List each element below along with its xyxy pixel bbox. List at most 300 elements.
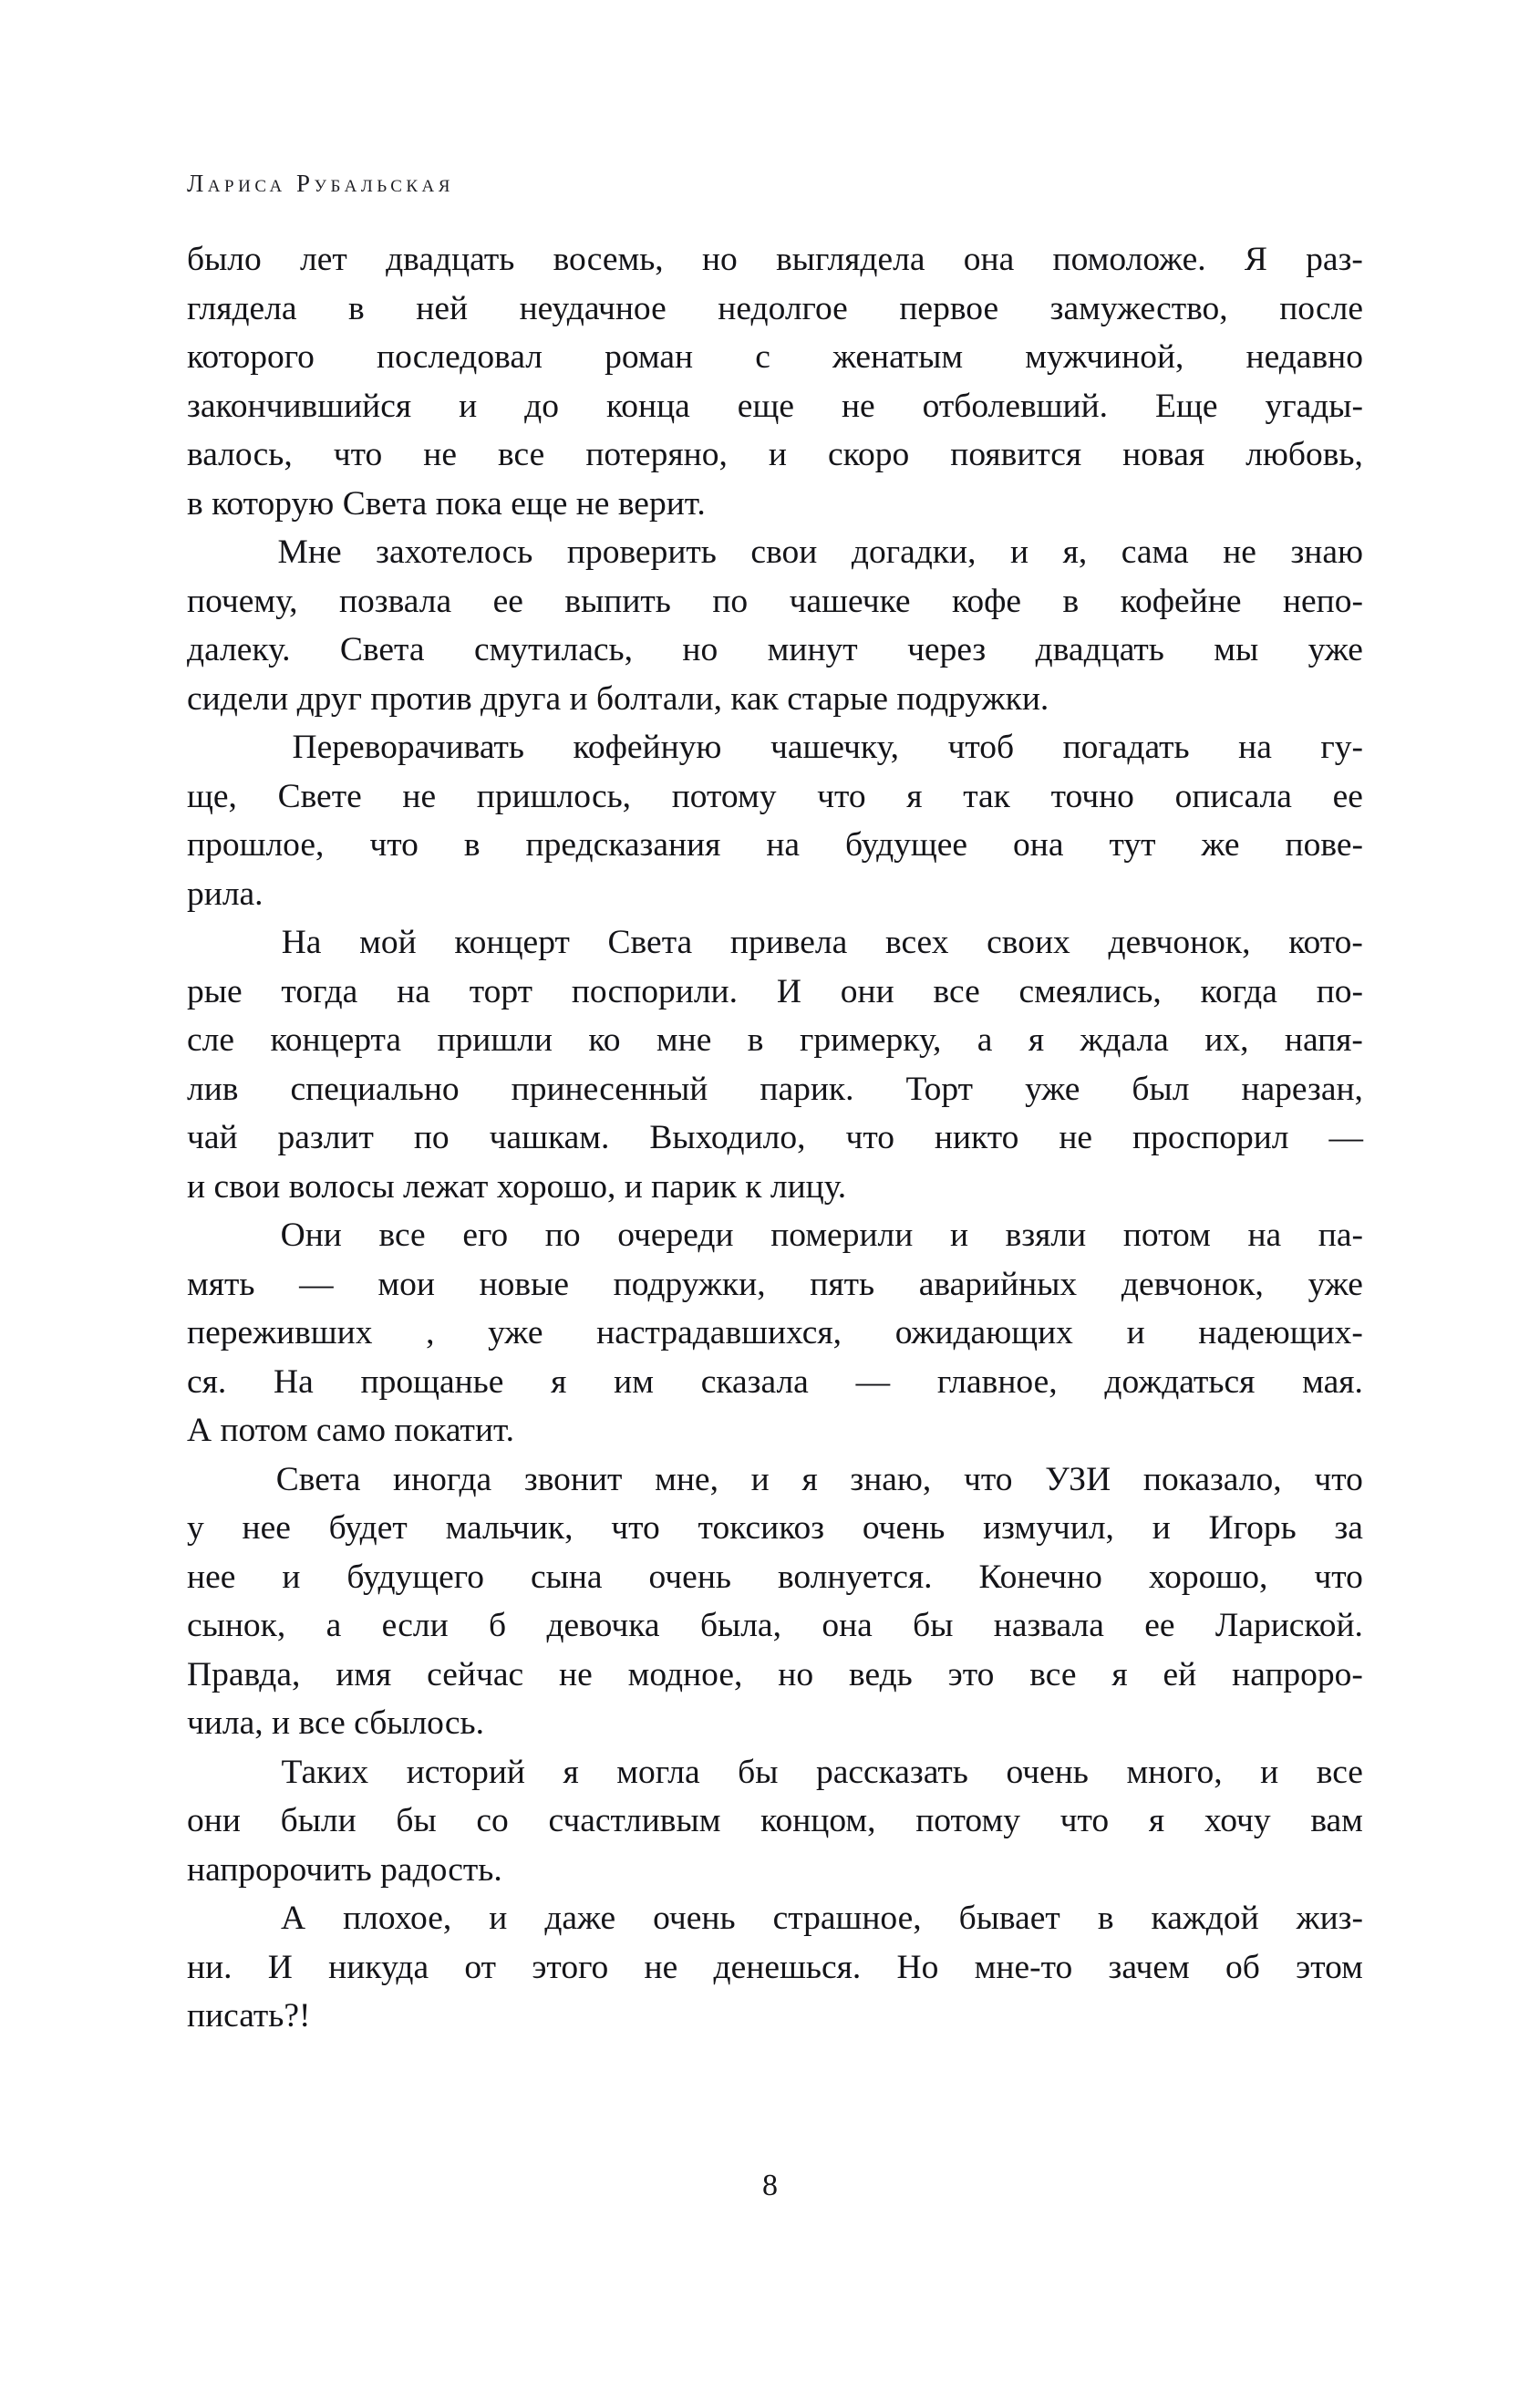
word: никуда: [328, 1948, 429, 1986]
word: и: [1152, 1509, 1171, 1547]
word: пришли: [437, 1021, 553, 1059]
text-line: [187, 1553, 1363, 1602]
first-line-indent: [187, 1455, 243, 1505]
word: —: [1328, 1119, 1363, 1156]
word: мне,: [655, 1460, 718, 1498]
word: ее: [1332, 777, 1363, 815]
text-line: [187, 1260, 1363, 1310]
word: будущее: [845, 826, 968, 864]
word: неудачное: [519, 289, 667, 327]
paragraph: [187, 1894, 1363, 2041]
word: у: [187, 1509, 204, 1547]
word: все: [378, 1217, 426, 1254]
word: нее: [242, 1509, 291, 1547]
word: все: [498, 436, 545, 473]
word: чтоб: [947, 729, 1015, 766]
word: гримерку,: [799, 1021, 942, 1059]
word: закончившийся: [187, 387, 412, 425]
paragraph: [187, 235, 1363, 528]
word: мои: [377, 1265, 435, 1303]
text-line: [187, 1797, 1363, 1846]
word: я,: [1062, 533, 1088, 571]
word: напроро-: [1232, 1655, 1363, 1693]
word: нарезан,: [1241, 1070, 1363, 1108]
word: главное,: [936, 1362, 1058, 1401]
word: пять: [810, 1265, 875, 1303]
word: Еще: [1155, 387, 1218, 425]
word: тут: [1109, 826, 1156, 864]
word: женатым: [832, 338, 964, 376]
word: мне-то: [974, 1948, 1073, 1986]
word: ее: [1144, 1607, 1175, 1644]
text-line: [187, 772, 1363, 822]
word: не: [402, 777, 437, 815]
word: об: [1225, 1948, 1260, 1986]
word: па-: [1318, 1217, 1363, 1254]
word: уже: [1307, 631, 1363, 668]
word: уже: [1025, 1070, 1080, 1108]
word: раз-: [1306, 241, 1363, 278]
word: специально: [290, 1070, 460, 1108]
text-line: [187, 1601, 1363, 1651]
word: на: [397, 972, 430, 1010]
word: потеряно,: [585, 436, 728, 473]
word: хорошо,: [1148, 1558, 1268, 1596]
word: и: [949, 1217, 969, 1254]
word: валось,: [187, 436, 293, 473]
text-line: [187, 382, 1363, 431]
word: ведь: [848, 1655, 913, 1693]
word: появится: [950, 436, 1082, 473]
word: не: [1223, 533, 1256, 571]
word: которого: [187, 338, 315, 376]
word: сынок,: [187, 1607, 286, 1644]
word: мая.: [1302, 1362, 1363, 1401]
word: догадки,: [851, 533, 977, 571]
word: и: [459, 387, 478, 425]
word: в: [747, 1021, 764, 1059]
word: Таких: [281, 1753, 369, 1791]
word: она: [822, 1607, 873, 1644]
text-line: [187, 528, 1363, 577]
word: были: [280, 1802, 357, 1839]
word: Я: [1244, 241, 1267, 278]
text-line: [187, 1211, 1363, 1260]
word: после: [1279, 289, 1363, 327]
word: сына: [530, 1558, 603, 1596]
page-number: 8: [762, 2169, 778, 2202]
paragraph: [187, 528, 1363, 723]
word: захотелось: [376, 533, 533, 571]
word: я: [906, 777, 923, 815]
first-line-indent: [187, 528, 243, 577]
word: в: [463, 826, 481, 864]
word: звонит: [523, 1460, 623, 1498]
word: что: [333, 436, 383, 473]
word: девочка: [546, 1607, 660, 1644]
word: не: [644, 1948, 678, 1986]
text-line: [187, 1651, 1363, 1700]
word: концерта: [270, 1021, 402, 1059]
word: по: [413, 1119, 450, 1156]
word: мять: [187, 1265, 255, 1303]
word: кото-: [1288, 924, 1363, 961]
word: все: [1029, 1655, 1077, 1693]
word: кофе: [952, 582, 1022, 620]
word: предсказания: [525, 826, 721, 864]
word: первое: [899, 289, 999, 327]
text-line: [187, 968, 1363, 1017]
text-line: [187, 430, 1363, 480]
word: далеку.: [187, 631, 291, 668]
word: потому: [671, 777, 777, 815]
paragraph: [187, 1211, 1363, 1455]
text-line: [187, 577, 1363, 626]
text-line: [187, 285, 1363, 334]
word: модное,: [627, 1655, 743, 1693]
word: Торт: [905, 1070, 974, 1108]
word: смеялись,: [1018, 972, 1162, 1010]
word: девчонок,: [1108, 924, 1251, 961]
word: ней: [416, 289, 469, 327]
word: она: [963, 241, 1015, 278]
word: минут: [767, 631, 858, 668]
running-head-author: Лариса Рубальская: [187, 170, 454, 197]
word: подружки,: [613, 1265, 766, 1303]
word: точно: [1050, 777, 1134, 815]
word: роман: [605, 338, 694, 376]
word: очень: [648, 1558, 731, 1596]
word: бы: [738, 1753, 779, 1791]
word: ко: [588, 1021, 621, 1059]
word: и: [282, 1558, 301, 1596]
word: даже: [544, 1900, 616, 1937]
word: сейчас: [427, 1655, 524, 1693]
word: в: [1062, 582, 1080, 620]
word: рассказать: [815, 1753, 968, 1791]
first-line-indent: [187, 1748, 243, 1797]
word: очень: [1006, 1753, 1089, 1791]
word: скоро: [828, 436, 910, 473]
word: принесенный: [511, 1070, 708, 1108]
word: токсикоз: [698, 1509, 825, 1547]
word: с: [755, 338, 770, 376]
word: пове-: [1285, 826, 1363, 864]
word: кофейную: [573, 729, 722, 766]
word: напя-: [1284, 1021, 1363, 1059]
word: знаю,: [850, 1460, 932, 1498]
word: когда: [1200, 972, 1277, 1010]
word: проспорил: [1132, 1119, 1289, 1156]
word: что: [1059, 1802, 1110, 1839]
word: что: [964, 1460, 1013, 1498]
word: девчонок,: [1121, 1265, 1264, 1303]
word: лив: [187, 1070, 239, 1108]
word: я: [1111, 1655, 1128, 1693]
word: ще,: [187, 777, 237, 815]
word: я: [1028, 1021, 1045, 1059]
word: каждой: [1151, 1900, 1259, 1937]
word: прошлое,: [187, 826, 325, 864]
text-line: в которую Света пока еще не верит.: [187, 484, 706, 523]
word: но: [701, 241, 738, 278]
word: Выходило,: [649, 1119, 806, 1156]
word: не: [559, 1655, 593, 1693]
word: А: [281, 1900, 306, 1937]
word: и: [1126, 1314, 1145, 1351]
word: и: [1260, 1753, 1279, 1791]
text-line: [187, 1455, 1363, 1505]
word: очень: [862, 1509, 946, 1547]
word: мы: [1214, 631, 1259, 668]
word: чашечке: [789, 582, 911, 620]
word: позвала: [338, 582, 452, 620]
first-line-indent: [187, 1894, 243, 1943]
word: угады-: [1265, 387, 1363, 425]
word: я: [801, 1460, 818, 1498]
text-line: напророчить радость.: [187, 1850, 502, 1889]
word: привела: [729, 924, 848, 961]
word: от: [464, 1948, 497, 1986]
word: потому: [915, 1802, 1020, 1839]
word: —: [855, 1362, 891, 1401]
word: последовал: [377, 338, 543, 376]
word: любовь,: [1245, 436, 1363, 473]
word: переживших: [187, 1314, 373, 1351]
word: что: [845, 1119, 894, 1156]
word: ждала: [1080, 1021, 1169, 1059]
text-line: [187, 1358, 1363, 1407]
word: Лариской.: [1214, 1607, 1363, 1644]
word: по: [544, 1217, 581, 1254]
word: а: [326, 1607, 342, 1644]
word: кофейне: [1120, 582, 1242, 620]
word: и: [1010, 533, 1029, 571]
word: через: [907, 631, 987, 668]
word: уже: [1307, 1265, 1363, 1303]
word: уже: [488, 1314, 543, 1351]
word: денешься.: [713, 1948, 862, 1986]
paragraph: [187, 1455, 1363, 1748]
text-line: [187, 333, 1363, 382]
text-line: [187, 235, 1363, 285]
word: ожидающих: [894, 1314, 1073, 1351]
word: почему,: [187, 582, 298, 620]
word: прощанье: [360, 1362, 504, 1401]
word: была,: [699, 1607, 781, 1644]
first-line-indent: [187, 723, 243, 772]
word: этом: [1296, 1948, 1363, 1986]
word: Они: [280, 1217, 342, 1254]
text-line: [187, 1748, 1363, 1797]
word: мой: [359, 924, 417, 961]
word: непо-: [1282, 582, 1363, 620]
word: зачем: [1108, 1948, 1190, 1986]
word: чай: [187, 1119, 238, 1156]
word: всех: [884, 924, 949, 961]
word: за: [1334, 1509, 1363, 1547]
paragraph: [187, 723, 1363, 918]
word: вам: [1310, 1802, 1363, 1839]
word: замужество,: [1049, 289, 1228, 327]
text-line: [187, 1943, 1363, 1993]
word: же: [1201, 826, 1240, 864]
word: недолгое: [718, 289, 848, 327]
word: это: [947, 1655, 995, 1693]
word: глядела: [187, 289, 297, 327]
word: Игорь: [1208, 1509, 1297, 1547]
word: дождаться: [1104, 1362, 1256, 1401]
word: смутилась,: [473, 631, 633, 668]
word: потом: [1122, 1217, 1211, 1254]
word: проверить: [566, 533, 717, 571]
word: ся.: [187, 1362, 227, 1401]
word: своих: [987, 924, 1070, 961]
word: Света: [607, 924, 693, 961]
word: УЗИ: [1045, 1460, 1111, 1498]
text-line: [187, 1065, 1363, 1114]
word: бывает: [958, 1900, 1060, 1937]
word: восемь,: [553, 241, 664, 278]
word: концерт: [454, 924, 570, 961]
word: и: [750, 1460, 770, 1498]
text-line: чила, и все сбылось.: [187, 1704, 484, 1742]
word: свои: [750, 533, 818, 571]
word: мужчиной,: [1025, 338, 1184, 376]
text-line: [187, 821, 1363, 870]
word: погадать: [1062, 729, 1190, 766]
word: им: [614, 1362, 654, 1401]
word: плохое,: [343, 1900, 452, 1937]
word: будет: [328, 1509, 408, 1547]
word: Но: [896, 1948, 939, 1986]
word: еще: [737, 387, 794, 425]
word: очень: [653, 1900, 736, 1937]
word: хочу: [1204, 1802, 1271, 1839]
word: Света: [275, 1460, 361, 1498]
word: гу-: [1320, 729, 1363, 766]
word: по-: [1316, 972, 1363, 1010]
word: они: [840, 972, 894, 1010]
word: Правда,: [187, 1655, 301, 1693]
word: на: [766, 826, 801, 864]
word: так: [963, 777, 1010, 815]
word: назвала: [993, 1607, 1104, 1644]
word: много,: [1126, 1753, 1223, 1791]
word: имя: [336, 1655, 392, 1693]
word: все: [1316, 1753, 1363, 1791]
word: в: [348, 289, 365, 327]
word: На: [281, 924, 322, 961]
word: выпить: [564, 582, 671, 620]
word: Мне: [277, 533, 342, 571]
word: что: [369, 826, 419, 864]
word: я: [563, 1753, 579, 1791]
word: их,: [1204, 1021, 1249, 1059]
word: а: [977, 1021, 993, 1059]
text-line: сидели друг против друга и болтали, как старые подружки.: [187, 679, 1049, 718]
word: чашкам.: [489, 1119, 610, 1156]
word: Конечно: [978, 1558, 1102, 1596]
word: концом,: [760, 1802, 876, 1839]
paragraph: [187, 918, 1363, 1211]
word: аварийных: [918, 1265, 1078, 1303]
word: счастливым: [548, 1802, 721, 1839]
word: и: [768, 436, 787, 473]
word: сказала: [700, 1362, 809, 1401]
word: что: [611, 1509, 660, 1547]
word: тогда: [281, 972, 358, 1010]
text-line: [187, 626, 1363, 675]
word: она: [1013, 826, 1064, 864]
word: надеющих-: [1198, 1314, 1363, 1351]
word: и: [489, 1900, 508, 1937]
word: Переворачивать: [292, 729, 525, 766]
word: на: [1247, 1217, 1282, 1254]
word: На: [274, 1362, 314, 1401]
word: будущего: [346, 1558, 484, 1596]
word: мальчик,: [445, 1509, 574, 1547]
paragraph: [187, 1748, 1363, 1895]
text-line: и свои волосы лежат хорошо, и парик к лицу.: [187, 1167, 847, 1206]
word: описала: [1174, 777, 1292, 815]
text-line: [187, 1016, 1363, 1065]
word: ее: [492, 582, 523, 620]
word: новая: [1122, 436, 1205, 473]
text-line: [187, 1894, 1363, 1943]
first-line-indent: [187, 1211, 243, 1260]
word: я: [1148, 1802, 1165, 1839]
word: все: [933, 972, 980, 1010]
word: двадцать: [1035, 631, 1164, 668]
first-line-indent: [187, 918, 243, 968]
word: был: [1132, 1070, 1190, 1108]
word: сле: [187, 1021, 235, 1059]
word: Света: [339, 631, 425, 668]
word: историй: [406, 1753, 525, 1791]
word: что: [1314, 1460, 1363, 1498]
word: что: [817, 777, 866, 815]
word: я: [551, 1362, 567, 1401]
word: очереди: [617, 1217, 734, 1254]
word: поспорили.: [571, 972, 739, 1010]
text-line: [187, 1309, 1363, 1358]
word: измучил,: [983, 1509, 1114, 1547]
word: недавно: [1245, 338, 1363, 376]
text-line: рила.: [187, 875, 264, 913]
word: б: [489, 1607, 507, 1644]
word: бы: [396, 1802, 437, 1839]
word: волнуется.: [777, 1558, 933, 1596]
word: до: [524, 387, 559, 425]
word: знаю: [1290, 533, 1363, 571]
word: Свете: [277, 777, 362, 815]
word: отболевший.: [922, 387, 1109, 425]
word: но: [778, 1655, 814, 1693]
word: иногда: [393, 1460, 492, 1498]
word: торт: [469, 972, 532, 1010]
word: жиз-: [1296, 1900, 1363, 1937]
text-line: А потом само покатит.: [187, 1412, 514, 1449]
word: разлит: [277, 1119, 374, 1156]
text-line: [187, 1504, 1363, 1553]
word: если: [381, 1607, 449, 1644]
word: могла: [616, 1753, 700, 1791]
text-line: [187, 723, 1363, 772]
word: парик.: [760, 1070, 854, 1108]
word: но: [682, 631, 718, 668]
text-line: [187, 918, 1363, 968]
